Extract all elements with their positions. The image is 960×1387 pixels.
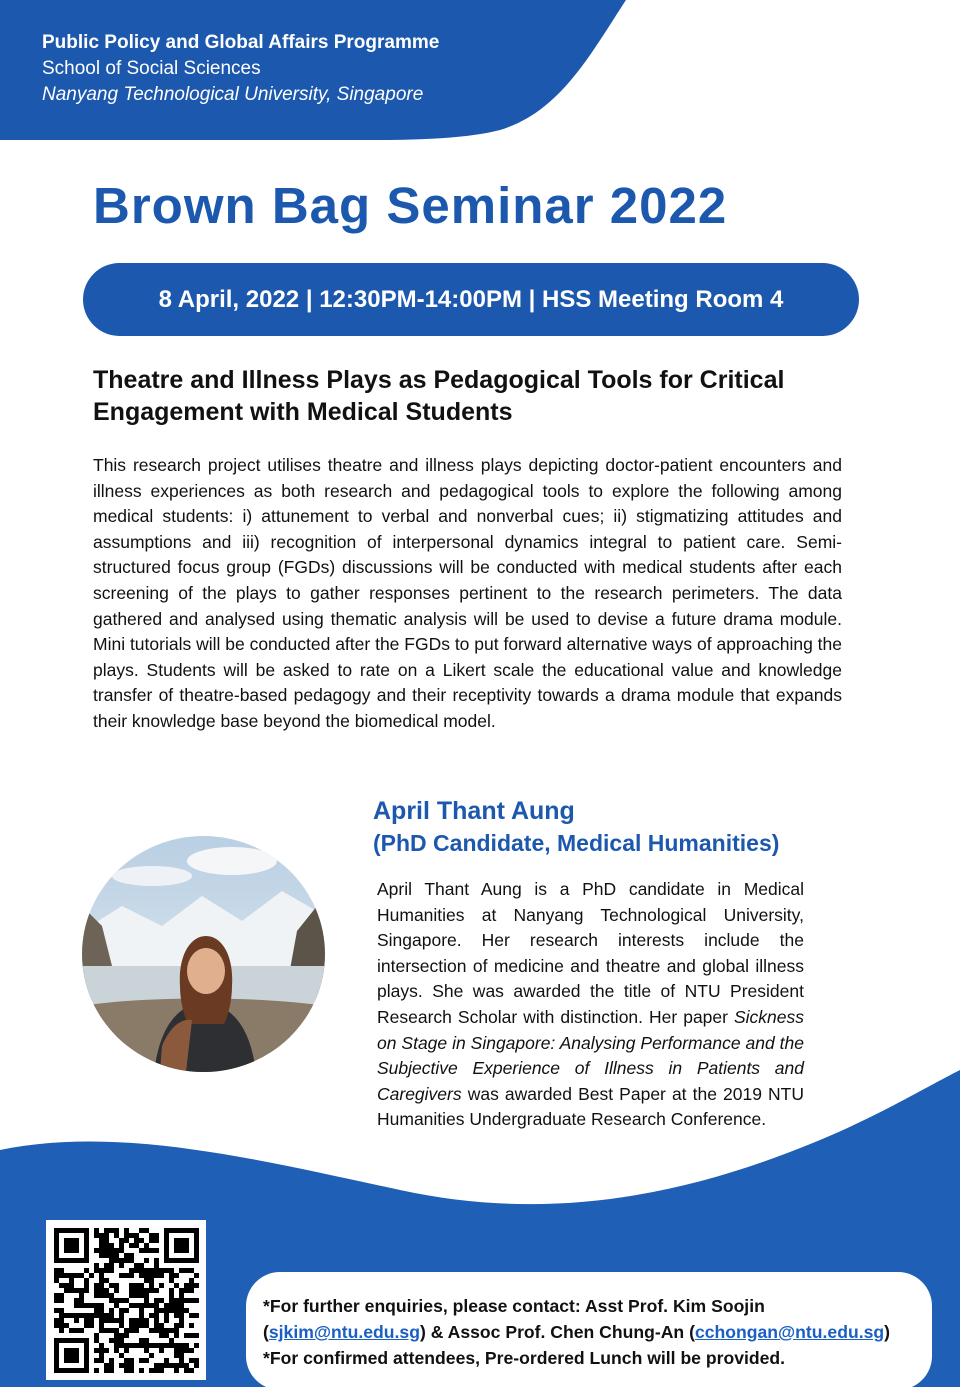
- contact-line-1: *For further enquiries, please contact: Asst Prof. Kim Soojin: [263, 1296, 765, 1316]
- speaker-photo: [82, 836, 325, 1072]
- speaker-bio: [377, 877, 804, 1133]
- school-name: School of Social Sciences: [42, 58, 261, 79]
- speaker-role: (PhD Candidate, Medical Humanities): [373, 830, 780, 856]
- bio-text-part2: was awarded Best Paper at the 2019 NTU Humanities Undergraduate Research Conference.: [377, 1083, 804, 1130]
- contact-box: [246, 1272, 932, 1387]
- talk-abstract: This research project utilises theatre and illness plays depicting doctor-patient encounters and illness experiences as both research and pedagogical tools to explore the following among medical students: i) attunement to verbal and nonverbal cues; ii) stigmatizing attitudes and assumptions and iii) recognition of interpersonal dynamics integral to patient care. Semi-structured focus group (FGDs) discussions will be conducted with medical students after each screening of the plays to gather responses pertinent to the research perimeters. The data gathered and analysed using thematic analysis will be used to devise a future drama module. Mini tutorials will be conducted after the FGDs to put forward alternative ways of approaching the plays. Students will be asked to rate on a Likert scale the educational value and knowledge transfer of theatre-based pedagogy and their receptivity towards a drama module that expands their knowledge base beyond the biomedical model.: [93, 455, 842, 731]
- programme-name: Public Policy and Global Affairs Programme: [42, 32, 440, 53]
- event-details-banner: 8 April, 2022 | 12:30PM-14:00PM | HSS Meeting Room 4: [83, 263, 859, 336]
- header-text: [42, 30, 439, 108]
- bio-paper-title: Sickness on Stage in Singapore: Analysing Performance and the Subjective Experience of Illness in Patients and Caregivers: [377, 1006, 804, 1104]
- email-link-kim[interactable]: sjkim@ntu.edu.sg: [268, 1322, 420, 1342]
- contact-close-paren: ): [884, 1322, 890, 1342]
- qr-code[interactable]: [46, 1220, 206, 1380]
- bio-text-part1: April Thant Aung is a PhD candidate in Medical Humanities at Nanyang Technological University, Singapore. Her research interests include the intersection of medicine and theatre and global illness plays. She was awarded the title of NTU President Research Scholar with distinction. Her paper: [377, 879, 804, 1027]
- event-title: Brown Bag Seminar 2022: [93, 177, 728, 234]
- speaker-name: April Thant Aung: [373, 797, 575, 825]
- contact-line-2: [263, 1319, 932, 1345]
- email-link-chen[interactable]: cchongan@ntu.edu.sg: [694, 1322, 885, 1342]
- university-name: Nanyang Technological University, Singapore: [42, 84, 424, 105]
- contact-open-paren: (: [263, 1322, 269, 1342]
- talk-title: Theatre and Illness Plays as Pedagogical Tools for Critical Engagement with Medical Students: [93, 366, 785, 426]
- contact-middle-text: ) & Assoc Prof. Chen Chung-An (: [419, 1322, 695, 1342]
- contact-line-3: *For confirmed attendees, Pre-ordered Lunch will be provided.: [263, 1348, 786, 1368]
